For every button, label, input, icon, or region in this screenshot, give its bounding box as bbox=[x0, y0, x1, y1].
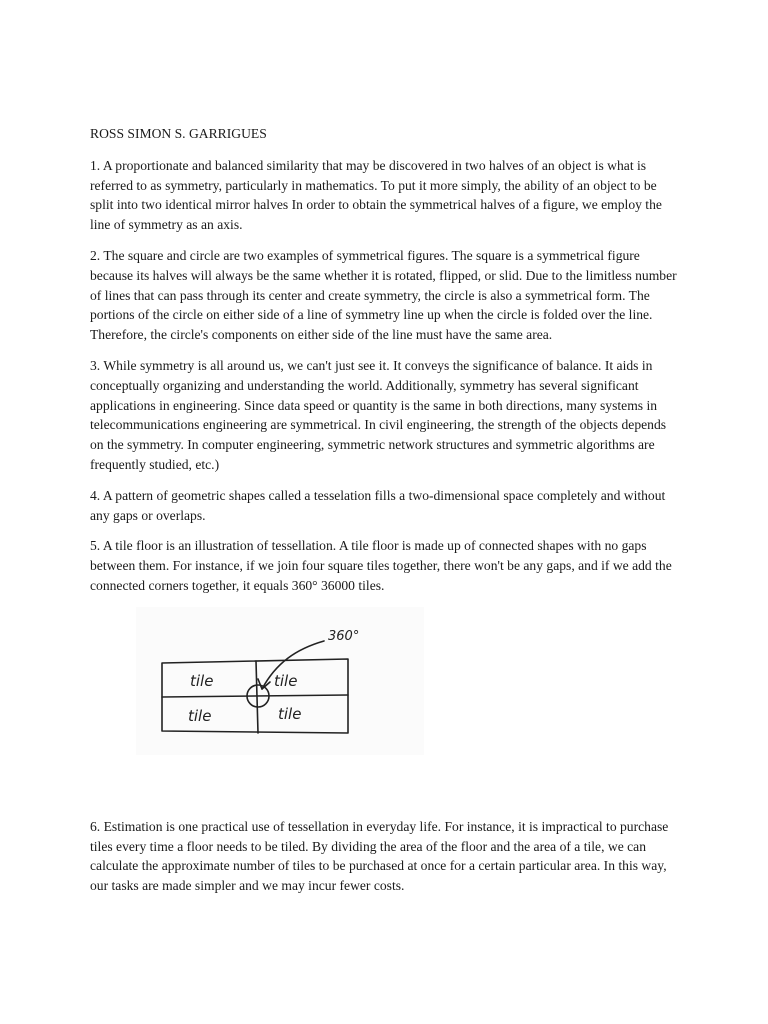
sketch-tile-grid-vertical bbox=[256, 661, 258, 733]
tile-sketch bbox=[136, 607, 424, 755]
paragraph-2: 2. The square and circle are two examples of symmetrical figures. The square is a symmetrical figure because its halves will always be the same whether it is rotated, flipped, or slid. Due to the limitless number of lines that can pass through its center and create symmetry, the circle is also a symmetrical form. The portions of the circle on either side of a line of symmetry line up when the circle is folded over the line. Therefore, the circle's components on either side of the line must have the same area. bbox=[90, 247, 677, 343]
document-body bbox=[90, 124, 680, 907]
sketch-tile-label: tile bbox=[278, 704, 302, 723]
tile-sketch-figure bbox=[90, 607, 680, 817]
paragraph-6: 6. Estimation is one practical use of tessellation in everyday life. For instance, it is impractical to purchase tiles every time a floor needs to be tiled. By dividing the area of the floor and the area of a tile, we can calculate the approximate number of tiles to be purchased at once for a certain particular area. In this way, our tasks are made simpler and we may incur fewer costs. bbox=[90, 818, 669, 894]
paragraph-5: 5. A tile floor is an illustration of tessellation. A tile floor is made up of connected shapes with no gaps between them. For instance, if we join four square tiles together, there won't be any gaps, and if we add the connected corners together, it equals 360° 36000 tiles. bbox=[90, 538, 672, 593]
sketch-tile-label: tile bbox=[188, 706, 212, 725]
paragraph-1: 1. A proportionate and balanced similarity that may be discovered in two halves of an object is what is referred to as symmetry, particularly in mathematics. To put it more simply, the ability of an object to be split into two identical mirror halves In order to obtain the symmetrical halves of a figure, we employ the line of symmetry as an axis. bbox=[90, 157, 662, 233]
sketch-note-360: 360° bbox=[328, 628, 360, 644]
paragraph-4: 4. A pattern of geometric shapes called a tesselation fills a two-dimensional space completely and without any gaps or overlaps. bbox=[90, 487, 666, 523]
sketch-tile-grid-horizontal bbox=[162, 695, 348, 697]
sketch-tile-label: tile bbox=[274, 671, 298, 690]
paragraph-3: 3. While symmetry is all around us, we can't just see it. It conveys the significance of balance. It aids in conceptually organizing and understanding the world. Additionally, symmetry has several significant applications in engineering. Since data speed or quantity is the same in both directions, many systems in telecommunications engineering are symmetrical. In civil engineering, the strength of the objects depends on the symmetry. In computer engineering, symmetric network structures and symmetric algorithms are frequently studied, etc.) bbox=[90, 357, 667, 472]
author-name: ROSS SIMON S. GARRIGUES bbox=[90, 126, 267, 141]
sketch-tile-label: tile bbox=[190, 671, 214, 690]
